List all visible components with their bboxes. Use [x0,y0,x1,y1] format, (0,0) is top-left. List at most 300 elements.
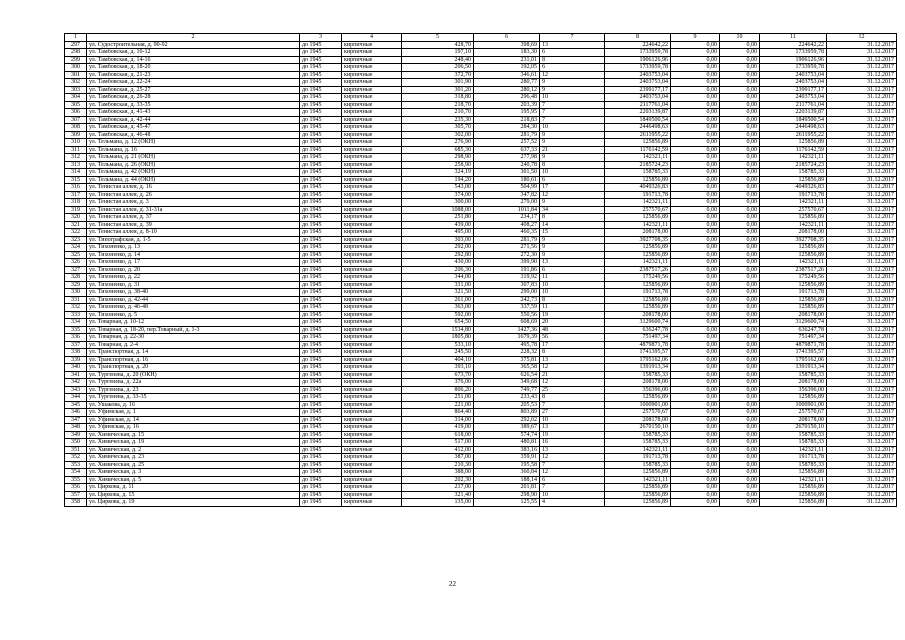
wall-material-cell: кирпичные [342,94,402,102]
address-cell: ул. Химическая, д. 15 [87,431,300,439]
cost-value-cell: 2403753,04 [605,94,671,102]
cost-value-cell: 1733959,78 [605,64,671,72]
table-row [65,146,897,154]
build-year-cell: до 1945 [300,409,342,417]
address-cell: ул. Тамбовская, д. 41-43 [87,109,300,117]
table-row [65,116,897,124]
build-year-cell: до 1945 [300,131,342,139]
address-cell: ул. Тамбовская, д. 18-20 [87,64,300,72]
residents-count-cell: 25 [540,386,605,394]
build-year-cell: до 1945 [300,334,342,342]
cost-col-10-cell: 0,00 [720,476,760,484]
cost-col-10-cell: 0,00 [720,236,760,244]
cost-value-cell: 1733959,78 [605,49,671,57]
residents-count-cell: 9 [540,251,605,259]
wall-material-cell: кирпичные [342,199,402,207]
area-living-cell: 1679,39 [474,334,540,342]
record-date-cell: 31.12.2017 [827,176,897,184]
area-living-cell: 359,91 [474,454,540,462]
cost-col-10-cell: 0,00 [720,161,760,169]
wall-material-cell: кирпичные [342,326,402,334]
address-cell: ул. Циркова, д. 15 [87,491,300,499]
build-year-cell: до 1945 [300,356,342,364]
cost-total-cell: 142321,11 [760,446,827,454]
residents-count-cell: 12 [540,379,605,387]
wall-material-cell: кирпичные [342,409,402,417]
cost-col-9-cell: 0,00 [671,394,720,402]
cost-total-cell: 191713,78 [760,289,827,297]
build-year-cell: до 1945 [300,439,342,447]
residents-count-cell: 12 [540,454,605,462]
area-total-cell: 428,70 [402,41,474,49]
cost-total-cell: 125856,89 [760,139,827,147]
table-row [65,221,897,229]
area-living-cell: 125,55 [474,499,540,507]
row-index-cell: 310 [65,139,87,147]
table-row [65,154,897,162]
cost-total-cell: 2117761,04 [760,101,827,109]
cost-value-cell: 4879871,78 [605,341,671,349]
area-total-cell: 202,30 [402,476,474,484]
cost-col-9-cell: 0,00 [671,476,720,484]
cost-total-cell: 1741395,57 [760,349,827,357]
cost-col-10-cell: 0,00 [720,371,760,379]
column-number: 9 [671,34,720,42]
cost-total-cell: 2403753,04 [760,94,827,102]
cost-col-10-cell: 0,00 [720,139,760,147]
cost-value-cell: 191713,78 [605,289,671,297]
cost-total-cell: 142321,11 [760,476,827,484]
address-cell: ул. Товарная, д. 22-30 [87,334,300,342]
cost-value-cell: 125856,89 [605,139,671,147]
table-body [65,34,897,507]
wall-material-cell: кирпичные [342,379,402,387]
cost-value-cell: 636247,78 [605,326,671,334]
cost-col-9-cell: 0,00 [671,304,720,312]
record-date-cell: 31.12.2017 [827,244,897,252]
build-year-cell: до 1945 [300,206,342,214]
area-total-cell: 197,10 [402,49,474,57]
row-index-cell: 319 [65,206,87,214]
area-living-cell: 375,81 [474,356,540,364]
wall-material-cell: кирпичные [342,334,402,342]
residents-count-cell: 13 [540,356,605,364]
row-index-cell: 304 [65,94,87,102]
build-year-cell: до 1945 [300,274,342,282]
area-total-cell: 806,20 [402,386,474,394]
area-total-cell: 1534,80 [402,326,474,334]
table-row [65,379,897,387]
cost-col-10-cell: 0,00 [720,304,760,312]
wall-material-cell: кирпичные [342,296,402,304]
residents-count-cell: 9 [540,86,605,94]
table-row [65,229,897,237]
row-index-cell: 311 [65,146,87,154]
wall-material-cell: кирпичные [342,446,402,454]
address-cell: ул. Тургенева, д. 22а [87,379,300,387]
cost-col-10-cell: 0,00 [720,341,760,349]
cost-value-cell: 158785,33 [605,461,671,469]
cost-col-10-cell: 0,00 [720,176,760,184]
cost-col-10-cell: 0,00 [720,334,760,342]
wall-material-cell: кирпичные [342,439,402,447]
record-date-cell: 31.12.2017 [827,109,897,117]
area-total-cell: 374,00 [402,191,474,199]
address-cell: ул. Химическая, д. 5 [87,476,300,484]
cost-total-cell: 142321,11 [760,221,827,229]
residents-count-cell: 12 [540,469,605,477]
row-index-cell: 331 [65,296,87,304]
address-cell: ул. Тихоненко, д. 46-48 [87,304,300,312]
table-row [65,326,897,334]
area-total-cell: 864,40 [402,409,474,417]
table-row [65,71,897,79]
cost-col-9-cell: 0,00 [671,326,720,334]
area-living-cell: 504,99 [474,184,540,192]
cost-col-10-cell: 0,00 [720,124,760,132]
cost-value-cell: 2670150,10 [605,424,671,432]
row-index-cell: 305 [65,101,87,109]
record-date-cell: 31.12.2017 [827,169,897,177]
address-cell: ул. Судостроительная, д. 90-92 [87,41,300,49]
cost-total-cell: 2399177,17 [760,86,827,94]
cost-total-cell: 356396,00 [760,386,827,394]
record-date-cell: 31.12.2017 [827,71,897,79]
record-date-cell: 31.12.2017 [827,364,897,372]
build-year-cell: до 1945 [300,341,342,349]
cost-value-cell: 2203139,87 [605,109,671,117]
residents-count-cell: 7 [540,116,605,124]
area-total-cell: 1088,00 [402,206,474,214]
table-row [65,349,897,357]
record-date-cell: 31.12.2017 [827,446,897,454]
build-year-cell: до 1945 [300,199,342,207]
build-year-cell: до 1945 [300,191,342,199]
column-number: 12 [827,34,897,42]
cost-col-9-cell: 0,00 [671,191,720,199]
address-cell: ул. Тихоненко, д. 31 [87,281,300,289]
column-number: 7 [540,34,605,42]
build-year-cell: до 1945 [300,176,342,184]
area-living-cell: 347,82 [474,191,540,199]
cost-col-10-cell: 0,00 [720,349,760,357]
build-year-cell: до 1945 [300,476,342,484]
build-year-cell: до 1945 [300,491,342,499]
area-total-cell: 372,70 [402,71,474,79]
row-index-cell: 344 [65,394,87,402]
cost-col-9-cell: 0,00 [671,109,720,117]
table-row [65,446,897,454]
area-living-cell: 480,81 [474,439,540,447]
row-index-cell: 327 [65,266,87,274]
table-row [65,266,897,274]
cost-col-10-cell: 0,00 [720,41,760,49]
address-cell: ул. Тельмана, д. 26 (ОКН) [87,161,300,169]
cost-value-cell: 208178,00 [605,416,671,424]
build-year-cell: до 1945 [300,244,342,252]
cost-value-cell: 125856,89 [605,491,671,499]
area-total-cell: 135,00 [402,499,474,507]
cost-value-cell: 125856,89 [605,394,671,402]
build-year-cell: до 1945 [300,221,342,229]
address-cell: ул. Химическая, д. 23 [87,454,300,462]
address-cell: ул. Тенистая аллея, д. 39 [87,221,300,229]
row-index-cell: 314 [65,169,87,177]
cost-value-cell: 125856,89 [605,244,671,252]
area-living-cell: 296,48 [474,94,540,102]
record-date-cell: 31.12.2017 [827,341,897,349]
cost-col-10-cell: 0,00 [720,146,760,154]
cost-col-10-cell: 0,00 [720,446,760,454]
build-year-cell: до 1945 [300,266,342,274]
wall-material-cell: кирпичные [342,394,402,402]
cost-col-10-cell: 0,00 [720,266,760,274]
cost-total-cell: 4879871,78 [760,341,827,349]
row-index-cell: 341 [65,371,87,379]
area-living-cell: 637,33 [474,146,540,154]
residents-count-cell: 9 [540,154,605,162]
column-number: 1 [65,34,87,42]
row-index-cell: 317 [65,191,87,199]
row-index-cell: 323 [65,236,87,244]
build-year-cell: до 1945 [300,259,342,267]
area-total-cell: 331,00 [402,281,474,289]
cost-value-cell: 1849500,54 [605,116,671,124]
column-number: 8 [605,34,671,42]
row-index-cell: 333 [65,311,87,319]
cost-total-cell: 125856,89 [760,281,827,289]
wall-material-cell: кирпичные [342,491,402,499]
wall-material-cell: кирпичные [342,124,402,132]
record-date-cell: 31.12.2017 [827,334,897,342]
address-cell: ул. Химическая, д. 2 [87,446,300,454]
table-row [65,334,897,342]
cost-col-9-cell: 0,00 [671,206,720,214]
table-row [65,401,897,409]
cost-total-cell: 3927708,35 [760,236,827,244]
area-living-cell: 271,56 [474,244,540,252]
table-row [65,94,897,102]
cost-col-10-cell: 0,00 [720,356,760,364]
area-total-cell: 1805,80 [402,334,474,342]
table-row [65,86,897,94]
area-living-cell: 205,53 [474,401,540,409]
cost-col-9-cell: 0,00 [671,274,720,282]
cost-col-9-cell: 0,00 [671,161,720,169]
wall-material-cell: кирпичные [342,364,402,372]
area-living-cell: 280,77 [474,79,540,87]
cost-col-9-cell: 0,00 [671,139,720,147]
record-date-cell: 31.12.2017 [827,394,897,402]
cost-value-cell: 125856,89 [605,251,671,259]
area-living-cell: 495,78 [474,341,540,349]
address-cell: ул. Тельмана, д. 12 (ОКН) [87,139,300,147]
build-year-cell: до 1945 [300,469,342,477]
residents-count-cell: 11 [540,304,605,312]
wall-material-cell: кирпичные [342,184,402,192]
residents-count-cell: 17 [540,184,605,192]
address-cell: ул. Транспортная, д. 14 [87,349,300,357]
wall-material-cell: кирпичные [342,101,402,109]
cost-col-9-cell: 0,00 [671,101,720,109]
wall-material-cell: кирпичные [342,476,402,484]
cost-value-cell: 125856,89 [605,484,671,492]
table-row [65,41,897,49]
area-total-cell: 251,80 [402,214,474,222]
build-year-cell: до 1945 [300,304,342,312]
wall-material-cell: кирпичные [342,274,402,282]
row-index-cell: 346 [65,409,87,417]
cost-col-9-cell: 0,00 [671,244,720,252]
row-index-cell: 358 [65,499,87,507]
residents-count-cell: 13 [540,446,605,454]
area-living-cell: 360,84 [474,469,540,477]
record-date-cell: 31.12.2017 [827,349,897,357]
area-total-cell: 388,00 [402,469,474,477]
cost-value-cell: 208178,00 [605,229,671,237]
area-living-cell: 608,69 [474,319,540,327]
address-cell: ул. Тенистая аллея, д. 37 [87,214,300,222]
area-living-cell: 574,74 [474,431,540,439]
cost-value-cell: 142321,11 [605,476,671,484]
build-year-cell: до 1945 [300,416,342,424]
cost-value-cell: 751497,34 [605,334,671,342]
residents-count-cell: 7 [540,461,605,469]
cost-value-cell: 2399177,17 [605,86,671,94]
cost-total-cell: 3129600,74 [760,319,827,327]
cost-col-10-cell: 0,00 [720,244,760,252]
residents-count-cell: 4 [540,499,605,507]
address-cell: ул. Тельмана, д. 44 (ОКН) [87,176,300,184]
cost-value-cell: 356396,00 [605,386,671,394]
row-index-cell: 340 [65,364,87,372]
cost-col-9-cell: 0,00 [671,176,720,184]
area-total-cell: 321,40 [402,491,474,499]
residents-count-cell: 9 [540,236,605,244]
cost-col-10-cell: 0,00 [720,221,760,229]
record-date-cell: 31.12.2017 [827,139,897,147]
record-date-cell: 31.12.2017 [827,409,897,417]
row-index-cell: 316 [65,184,87,192]
wall-material-cell: кирпичные [342,341,402,349]
cost-col-9-cell: 0,00 [671,154,720,162]
cost-value-cell: 1795162,06 [605,356,671,364]
cost-col-9-cell: 0,00 [671,41,720,49]
record-date-cell: 31.12.2017 [827,371,897,379]
cost-col-9-cell: 0,00 [671,484,720,492]
table-row [65,281,897,289]
row-index-cell: 312 [65,154,87,162]
area-total-cell: 376,00 [402,379,474,387]
row-index-cell: 328 [65,274,87,282]
cost-col-10-cell: 0,00 [720,484,760,492]
cost-col-9-cell: 0,00 [671,379,720,387]
cost-total-cell: 208178,00 [760,379,827,387]
cost-value-cell: 2403753,04 [605,71,671,79]
address-cell: ул. Тихоненко, д. 20 [87,266,300,274]
address-cell: ул. Химическая, д. 3 [87,469,300,477]
table-row [65,356,897,364]
residents-count-cell: 13 [540,259,605,267]
cost-value-cell: 158785,33 [605,371,671,379]
area-living-cell: 280,12 [474,86,540,94]
area-total-cell: 685,30 [402,146,474,154]
cost-value-cell: 125856,89 [605,214,671,222]
cost-col-10-cell: 0,00 [720,56,760,64]
residents-count-cell: 9 [540,79,605,87]
table-row [65,304,897,312]
residents-count-cell: 6 [540,176,605,184]
cost-col-9-cell: 0,00 [671,49,720,57]
cost-value-cell: 175249,56 [605,274,671,282]
address-cell: ул. Типографская, д. 1-5 [87,236,300,244]
address-cell: ул. Товарная, д. 2-4 [87,341,300,349]
build-year-cell: до 1945 [300,326,342,334]
address-cell: ул. Тамбовская, д. 22-24 [87,79,300,87]
area-living-cell: 319,92 [474,274,540,282]
area-living-cell: 228,32 [474,349,540,357]
cost-value-cell: 257570,67 [605,206,671,214]
residents-count-cell: 13 [540,41,605,49]
table-row [65,79,897,87]
cost-total-cell: 125856,89 [760,304,827,312]
cost-col-9-cell: 0,00 [671,71,720,79]
address-cell: ул. Тургенева, д. 20 (ОКН) [87,371,300,379]
cost-total-cell: 751497,34 [760,334,827,342]
area-living-cell: 281,79 [474,131,540,139]
table-row [65,184,897,192]
record-date-cell: 31.12.2017 [827,454,897,462]
residents-count-cell: 8 [540,56,605,64]
cost-value-cell: 2387517,26 [605,266,671,274]
build-year-cell: до 1945 [300,281,342,289]
build-year-cell: до 1945 [300,214,342,222]
row-index-cell: 348 [65,424,87,432]
build-year-cell: до 1945 [300,401,342,409]
cost-total-cell: 125856,89 [760,469,827,477]
address-cell: ул. Ушакова, д. 16 [87,401,300,409]
table-row [65,259,897,267]
area-living-cell: 349,68 [474,379,540,387]
cost-col-10-cell: 0,00 [720,469,760,477]
cost-total-cell: 257570,67 [760,409,827,417]
row-index-cell: 352 [65,454,87,462]
cost-total-cell: 158785,33 [760,461,827,469]
record-date-cell: 31.12.2017 [827,214,897,222]
area-total-cell: 206,30 [402,266,474,274]
build-year-cell: до 1945 [300,431,342,439]
area-total-cell: 318,80 [402,94,474,102]
cost-value-cell: 142321,11 [605,199,671,207]
build-year-cell: до 1945 [300,251,342,259]
record-date-cell: 31.12.2017 [827,64,897,72]
wall-material-cell: кирпичные [342,386,402,394]
area-living-cell: 460,35 [474,229,540,237]
cost-total-cell: 208178,00 [760,416,827,424]
cost-col-9-cell: 0,00 [671,266,720,274]
table-row [65,296,897,304]
row-index-cell: 350 [65,439,87,447]
build-year-cell: до 1945 [300,386,342,394]
cost-col-10-cell: 0,00 [720,229,760,237]
cost-col-9-cell: 0,00 [671,469,720,477]
record-date-cell: 31.12.2017 [827,431,897,439]
build-year-cell: до 1945 [300,319,342,327]
cost-total-cell: 2611955,22 [760,131,827,139]
record-date-cell: 31.12.2017 [827,491,897,499]
cost-total-cell: 125856,89 [760,176,827,184]
row-index-cell: 322 [65,229,87,237]
